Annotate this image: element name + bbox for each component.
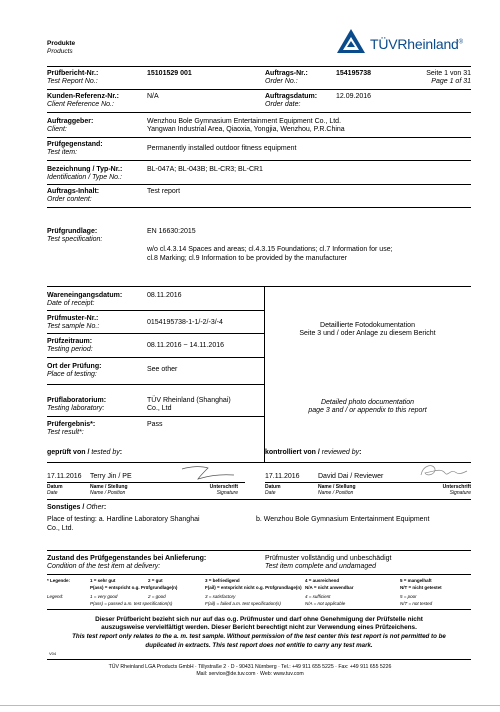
receipt-label-en: Date of receipt: (47, 300, 95, 307)
photo-doc-en-1: Detailed photo documentation (320, 399, 414, 406)
client-ref-value: N/A (147, 93, 159, 100)
reviewed-by-en: reviewed by (321, 449, 360, 456)
spec-line-3: cl.8 Marking; cl.9 Information to be provided by the manufacturer (147, 255, 347, 262)
period-label-en: Testing period: (47, 346, 93, 353)
page-number-de: Seite 1 von 31 (426, 70, 471, 77)
other-heading: Sonstiges / Other: (47, 504, 107, 511)
legend-de-nt: N/T = nicht getestet (400, 585, 442, 590)
date-label-en-1: Date (47, 490, 58, 496)
footer-line-2: Mail: service@de.tuv.com · Web: www.tuv.com (196, 671, 304, 677)
name-label-de-2: Name / Stellung (318, 484, 356, 490)
name-label-en-2: Name / Position (318, 490, 354, 496)
item-label-de: Prüfgegenstand: (47, 141, 103, 148)
legend-de-4: 4 = ausreichend (305, 578, 340, 583)
brand-mark: ® (458, 39, 463, 46)
other-line-2: Co., Ltd. (47, 525, 74, 532)
legend-de-3: 3 = befriedigend (205, 578, 240, 583)
client-name: Wenzhou Bole Gymnasium Entertainment Equipment Co., Ltd. (147, 118, 342, 125)
lab-label-de: Prüflaboratorium: (47, 397, 107, 404)
legend-en-3: 3 = satisfactory (205, 594, 236, 599)
condition-label-de: Zustand des Prüfgegenstandes bei Anlieferung: (47, 555, 207, 562)
designation-label-de: Bezeichnung / Typ-Nr.: (47, 166, 123, 173)
spec-label-de: Prüfgrundlage: (47, 228, 98, 235)
other-label-de: Sonstiges / (47, 504, 85, 511)
disclaimer-en-1: This test report only relates to the a. m. test sample. Without permission of the test center this test report is not permitted to be (72, 633, 446, 640)
report-no-label-en: Test Report No.: (47, 78, 98, 85)
legend-en-fail: F(ail) = failed a.m. test specification(s) (205, 601, 281, 606)
page-number-en: Page 1 of 31 (431, 78, 471, 85)
period-label-de: Prüfzeitraum: (47, 338, 93, 345)
footer-line-1: TÜV Rheinland LGA Products GmbH · Tillystraße 2 · D - 90431 Nürnberg · Tel.: +49 911 655 5225 · Fax: +49 911 655 5226 (108, 664, 392, 670)
disclaimer-en-2: duplicated in extracts. This test report does not entitle to carry any test mark. (145, 642, 373, 649)
other-line-1: Place of testing: a. Hardline Laboratory Shanghai (47, 516, 200, 523)
order-no-label-en: Order No.: (265, 78, 298, 85)
place-value: See other (147, 366, 178, 373)
version-code: V04 (49, 651, 57, 656)
sample-label-en: Test sample No.: (47, 323, 100, 330)
sign-label-en-2: Signature (449, 490, 471, 496)
tested-by-de: geprüft von / (47, 449, 90, 456)
order-date-label-de: Auftragsdatum: (265, 93, 318, 100)
sample-value: 0154195738-1-1/-2/-3/-4 (147, 319, 223, 326)
place-label-de: Ort der Prüfung: (47, 363, 102, 370)
client-label-de: Auftraggeber: (47, 118, 94, 125)
legend-de-1: 1 = sehr gut (90, 578, 116, 583)
client-address: Yangwan Industrial Area, Qiaoxia, Yongjia, Wenzhou, P.R.China (147, 126, 345, 133)
legend-en-pass: P(ass) = passed a.m. test specification(s) (90, 601, 173, 606)
reviewed-by-de: kontrolliert von / (265, 449, 320, 456)
lab-label-en: Testing laboratory: (47, 405, 105, 412)
brand-name: TÜVRheinland (370, 36, 459, 52)
legend-en-5: 5 = poor (400, 594, 417, 599)
legend-en-nt: N/T = not tested (400, 601, 433, 606)
report-no-value: 15101529 001 (147, 70, 192, 77)
reviewed-by-heading: kontrolliert von / reviewed by: (265, 449, 362, 456)
client-ref-label-de: Kunden-Referenz-Nr.: (47, 93, 119, 100)
legend-de-fail: F(ail) = entspricht nicht o.g. Prüfgrundlage(n) (205, 585, 302, 590)
order-date-label-en: Order date: (265, 101, 301, 108)
content-label-en: Order content: (47, 196, 92, 203)
spec-label-en: Test specification: (47, 236, 103, 243)
legend-de-5: 5 = mangelhaft (400, 578, 432, 583)
result-label-en: Test result*: (47, 429, 84, 436)
legend-en-4: 4 = sufficient (305, 594, 331, 599)
sign-label-en-1: Signature (216, 490, 238, 496)
receipt-label-de: Wareneingangsdatum: (47, 292, 123, 299)
reviewed-date: 17.11.2016 (265, 473, 300, 480)
tuv-triangle-logo-icon (336, 28, 366, 54)
order-date-value: 12.09.2016 (336, 93, 372, 100)
result-label-de: Prüfergebnis*: (47, 421, 96, 428)
photo-doc-en-2: page 3 and / or appendix to this report (308, 407, 427, 414)
legend-en-1: 1 = very good (90, 594, 118, 599)
reviewed-name: David Dai / Reviewer (318, 473, 384, 480)
designation-label-en: Identification / Type No.: (47, 174, 122, 181)
report-no-label-de: Prüfbericht-Nr.: (47, 70, 99, 77)
name-label-de-1: Name / Stellung (90, 484, 128, 490)
client-ref-label-en: Client Reference No.: (47, 101, 114, 108)
tested-by-heading: geprüft von / tested by: (47, 449, 123, 456)
legend-de-na: N/A = nicht anwendbar (305, 585, 354, 590)
disclaimer-de-2: auszugsweise vervielfältigt werden. Dieser Bericht berechtigt nicht zur Verwendung eines Prüfzeichens. (101, 624, 417, 631)
legende-label: * Legende: (47, 578, 71, 583)
order-no-value: 154195738 (336, 70, 372, 77)
condition-value-en: Test item complete and undamaged (265, 563, 377, 570)
name-label-en-1: Name / Position (90, 490, 126, 496)
order-no-label-de: Auftrags-Nr.: (265, 70, 308, 77)
client-label-en: Client: (47, 126, 67, 133)
content-label-de: Auftrags-Inhalt: (47, 188, 100, 195)
place-label-en: Place of testing: (47, 371, 97, 378)
lab-line-2: Co., Ltd (147, 405, 172, 412)
legend-de-pass: P(ass) = entspricht o.g. Prüfgrundlage(n) (90, 585, 178, 590)
tested-date: 17.11.2016 (47, 473, 82, 480)
brand-logo (370, 36, 463, 53)
other-line-1b: b. Wenzhou Bole Gymnasium Entertainment Equipment (256, 516, 430, 523)
date-label-de-2: Datum (265, 484, 281, 490)
designation-value: BL-047A; BL-043B; BL-CR3; BL-CR1 (147, 166, 263, 173)
sign-label-de-1: Unterschrift (209, 484, 238, 490)
date-label-de-1: Datum (47, 484, 63, 490)
photo-doc-de-1: Detaillierte Fotodokumentation (320, 322, 415, 329)
sample-label-de: Prüfmuster-Nr.: (47, 315, 99, 322)
other-label-en: Other (86, 504, 104, 511)
tested-name: Terry Jin / PE (90, 473, 132, 480)
spec-line-1: EN 16630:2015 (147, 228, 196, 235)
item-value: Permanently installed outdoor fitness equipment (147, 145, 297, 152)
receipt-value: 08.11.2016 (147, 292, 182, 299)
products-label-en: Products (47, 48, 73, 55)
lab-line-1: TÜV Rheinland (Shanghai) (147, 397, 231, 404)
period-value: 08.11.2016 ~ 14.11.2016 (147, 342, 225, 349)
tested-by-en: tested by (91, 449, 120, 456)
photo-doc-de-2: Seite 3 und / oder Anlage zu diesem Bericht (299, 330, 436, 337)
date-label-en-2: Date (265, 490, 276, 496)
spec-line-2: w/o cl.4.3.14 Spaces and areas; cl.4.3.15 Foundations; cl.7 Information for use; (147, 246, 393, 253)
legend-label: Legend: (47, 594, 64, 599)
legend-en-2: 2 = good (148, 594, 166, 599)
sign-label-de-2: Unterschrift (442, 484, 471, 490)
condition-label-en: Condition of the test item at delivery: (47, 563, 161, 570)
result-value: Pass (147, 421, 163, 428)
products-label-de: Produkte (47, 40, 76, 47)
legend-de-2: 2 = gut (148, 578, 163, 583)
legend-en-na: N/A = not applicable (305, 601, 346, 606)
content-value: Test report (147, 188, 181, 195)
disclaimer-de-1: Dieser Prüfbericht bezieht sich nur auf das o.g. Prüfmuster und darf ohne Genehmigung der Prüfstelle nicht (95, 616, 423, 623)
item-label-en: Test item: (47, 149, 78, 156)
condition-value-de: Prüfmuster vollständig und unbeschädigt (265, 555, 392, 562)
